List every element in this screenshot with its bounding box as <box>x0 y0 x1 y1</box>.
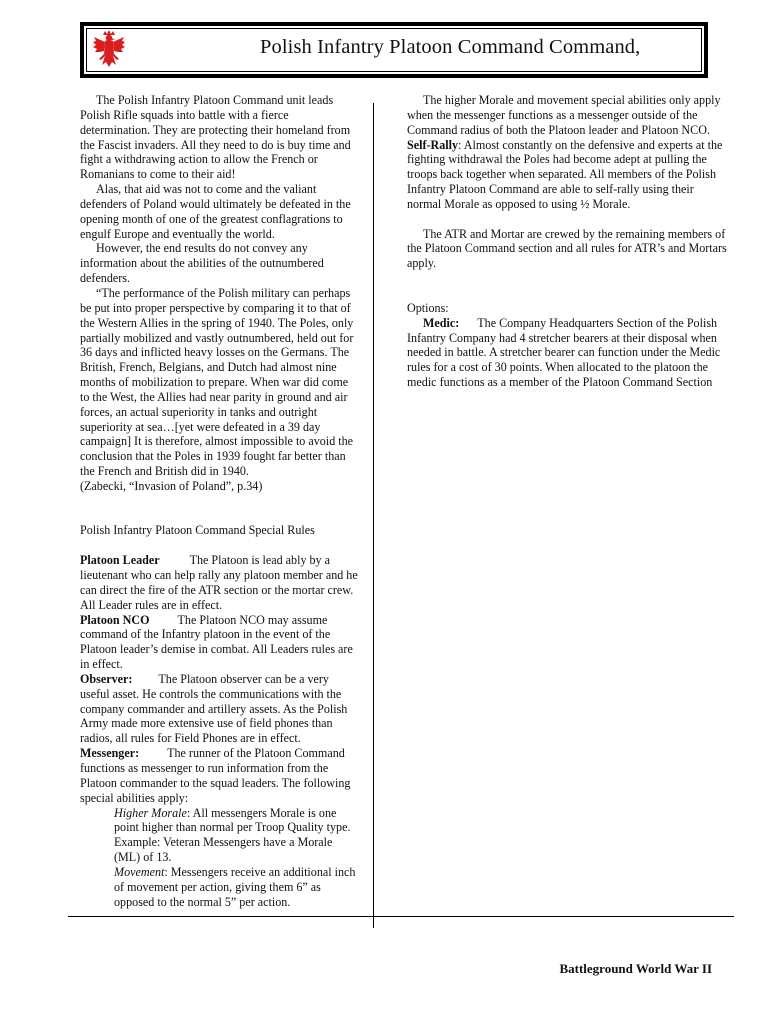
footer-rule <box>68 916 734 917</box>
page-title: Polish Infantry Platoon Command Command, <box>260 36 641 58</box>
rule-term: Platoon Leader <box>80 553 160 568</box>
intro-paragraph: The Polish Infantry Platoon Command unit leads Polish Rifle squads into battle with a fierce determination. They are protecting their homeland from the Fascist invaders. All they need to do is buy time and fight a withdrawing action to allow the French or Romanians to come to their aid! <box>80 93 351 182</box>
rule-term: Self-Rally <box>407 137 459 152</box>
atr-mortar-paragraph: The ATR and Mortar are crewed by the remaining members of the Platoon Command section and all rules for ATR’s and Mortars apply. <box>407 226 727 271</box>
rules-heading: Polish Infantry Platoon Command Special Rules <box>80 523 315 538</box>
polish-eagle-icon <box>92 29 126 73</box>
rule-platoon-leader <box>80 553 360 612</box>
column-divider <box>373 103 374 928</box>
ability-term: Higher Morale <box>114 805 187 820</box>
rule-self-rally <box>407 138 729 212</box>
right-column <box>407 93 729 390</box>
quote-paragraph: “The performance of the Polish military can perhaps be put into proper perspective by comparing it to that of the Western Allies in the spring of 1940. The Poles, only partially mobilized and vastly outnumbered, held out for 36 days and inflicted heavy losses on the Germans. The British, French, Belgians, and Dutch had almost nine months of mobilization to prepare. When war did come to the West, the Allies had near parity in ground and air forces, an actual superiority in tanks and outright superiority at sea…[yet were defeated in a 39 day campaign] It is therefore, almost impossible to avoid the conclusion that the Poles in 1939 fought far better than the French and British did in 1940. <box>80 285 354 479</box>
rule-text: : Almost constantly on the defensive and experts at the fighting withdrawal the Poles had become adept at pulling the troops back together when separated. All members of the Polish Infantry Platoon Command are able to self-rally using their normal Morale as opposed to using ½ Morale. <box>407 137 723 211</box>
options-label: Options: <box>407 300 449 315</box>
footer-title: Battleground World War II <box>559 961 712 976</box>
rule-text: The Platoon NCO may assume command of the Infantry platoon in the event of the Platoon leader’s demise in combat. All Leaders rules are in effect. <box>80 612 353 672</box>
citation: (Zabecki, “Invasion of Poland”, p.34) <box>80 478 263 493</box>
intro-paragraph: Alas, that aid was not to come and the valiant defenders of Poland would ultimately be defeated in the opening month of one of the greatest conflagrations to engulf Europe and eventually the world. <box>80 182 351 241</box>
option-medic <box>407 316 729 390</box>
rule-term: Platoon NCO <box>80 612 150 627</box>
title-banner <box>80 22 708 78</box>
rule-observer <box>80 672 360 746</box>
ability-movement <box>80 865 360 910</box>
ability-higher-morale <box>80 806 360 865</box>
ability-term: Movement <box>114 864 165 879</box>
intro-paragraph: However, the end results do not convey any information about the abilities of the outnumbered defenders. <box>80 241 324 286</box>
rule-messenger <box>80 746 360 805</box>
rule-text: The Platoon observer can be a very useful asset. He controls the communications with the company commander and artillery assets. As the Polish Army made more extensive use of field phones than radios, all rules for Field Phones are in effect. <box>80 671 348 746</box>
rule-text: The Platoon is lead ably by a lieutenant who can help rally any platoon member and he can direct the fire of the ATR section or the mortar crew. All Leader rules are in effect. <box>80 553 358 612</box>
option-text: The Company Headquarters Section of the Polish Infantry Company had 4 stretcher bearers at their disposal when needed in battle. A stretcher bearer can function under the Medic rules for a cost of 30 points. When allocated to the platoon the medic functions as a member of the Platoon Command Section <box>407 315 721 390</box>
rule-platoon-nco <box>80 613 360 672</box>
ability-text: : Messengers receive an additional inch of movement per action, giving them 6” as opposed to the normal 5” per action. <box>114 864 356 909</box>
rule-term: Observer: <box>80 671 133 686</box>
messenger-note: The higher Morale and movement special abilities only apply when the messenger functions as a messenger outside of the Command radius of both the Platoon leader and Platoon NCO. <box>407 93 721 137</box>
ability-text: : All messengers Morale is one point higher than normal per Troop Quality type. Example: Veteran Messengers have a Morale (ML) of 13. <box>114 805 351 865</box>
rule-text: The runner of the Platoon Command functions as messenger to run information from the Platoon commander to the squad leaders. The following special abilities apply: <box>80 746 351 805</box>
option-term: Medic: <box>423 315 460 330</box>
rule-term: Messenger: <box>80 746 140 761</box>
left-column <box>80 93 360 909</box>
